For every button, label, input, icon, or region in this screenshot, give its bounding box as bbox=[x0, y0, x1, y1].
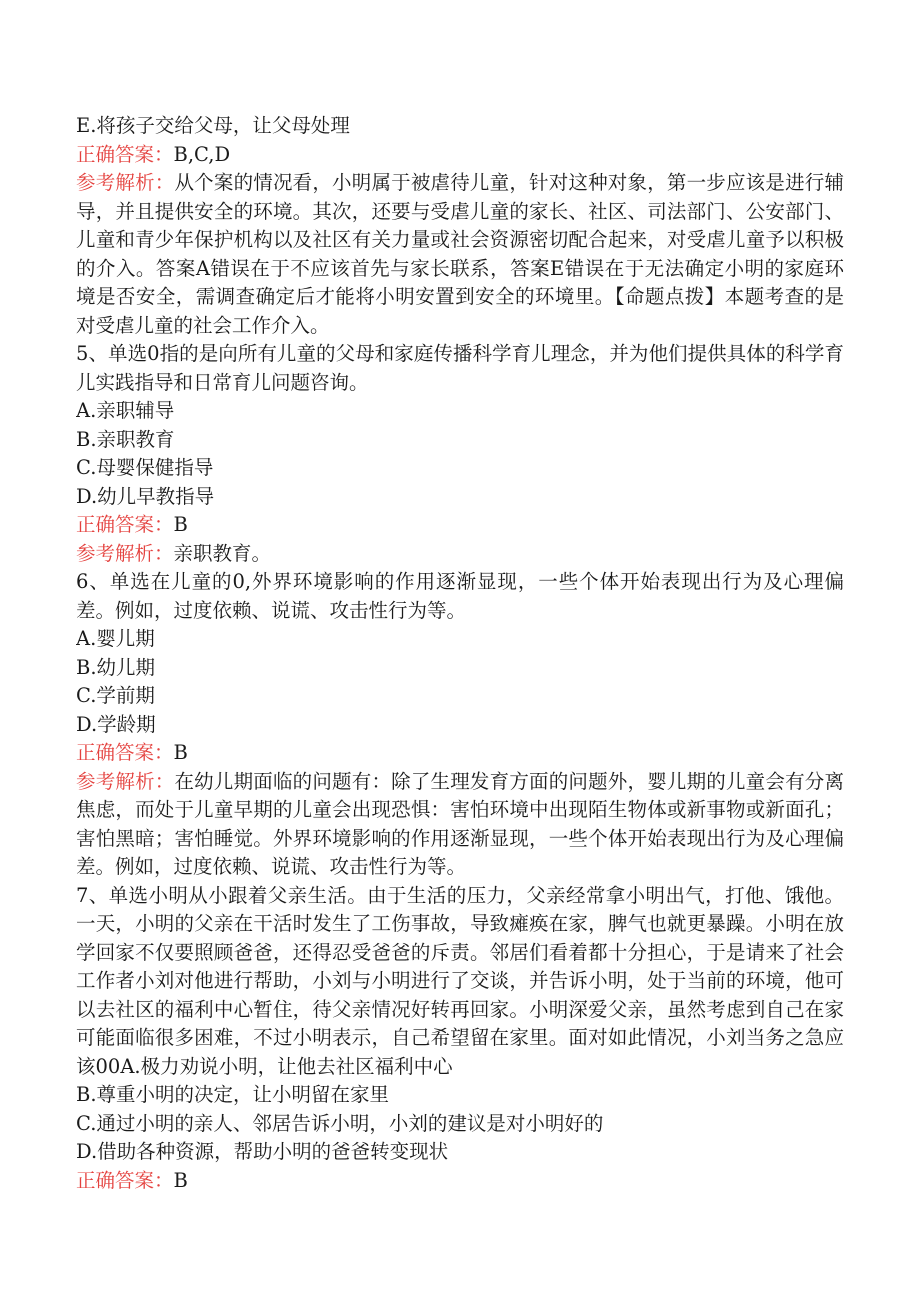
answer-value: B bbox=[173, 1168, 188, 1192]
answer-label: 正确答案： bbox=[76, 1168, 174, 1192]
answer-value: B bbox=[173, 741, 188, 764]
option-c: C.通过小明的亲人、邻居告诉小明，小刘的建议是对小明好的 bbox=[76, 1111, 604, 1135]
analysis-label: 参考解析： bbox=[76, 171, 175, 194]
answer-line-q4 bbox=[76, 141, 844, 170]
option-d: D.学龄期 bbox=[76, 712, 156, 736]
document-page bbox=[76, 112, 844, 1195]
answer-line-q7 bbox=[76, 1167, 844, 1196]
question-stem-5: 5、单选0指的是向所有儿童的父母和家庭传播科学育儿理念，并为他们提供具体的科学育儿实践指导和日常育儿问题咨询。 bbox=[76, 342, 844, 394]
option-d: D.借助各种资源，帮助小明的爸爸转变现状 bbox=[76, 1140, 449, 1163]
analysis-label: 参考解析： bbox=[76, 769, 175, 793]
question-stem-7: 7、单选小明从小跟着父亲生活。由于生活的压力，父亲经常拿小明出气，打他、饿他。一天，小明的父亲在干活时发生了工伤事故，导致瘫痪在家，脾气也就更暴躁。小明在放学回家不仅要照顾爸爸，还得忍受爸爸的斥责。邻居们看着都十分担心，于是请来了社会工作者小刘对他进行帮助，小刘与小明进行了交谈，并告诉小明，处于当前的环境，他可以去社区的福利中心暂住，待父亲情况好转再回家。小明深爱父亲，虽然考虑到自己在家可能面临很多困难，不过小明表示，自己希望留在家里。面对如此情况，小刘当务之急应该00A.极力劝说小明，让他去社区福利中心 bbox=[76, 883, 844, 1078]
analysis-text: 从个案的情况看，小明属于被虐待儿童，针对这种对象，第一步应该是进行辅导，并且提供安全的环境。其次，还要与受虐儿童的家长、社区、司法部门、公安部门、儿童和青少年保护机构以及社区有关力量或社会资源密切配合起来，对受虐儿童予以积极的介入。答案A错误在于不应该首先与家长联系，答案E错误在于无法确定小明的家庭环境是否安全，需调查确定后才能将小明安置到安全的环境里。【命题点拨】本题考查的是对受虐儿童的社会工作介入。 bbox=[76, 171, 844, 337]
option-b: B.尊重小明的决定，让小明留在家里 bbox=[76, 1083, 390, 1106]
option-a: A.亲职辅导 bbox=[76, 399, 175, 422]
answer-value: B bbox=[173, 513, 188, 536]
option-a: A.婴儿期 bbox=[76, 627, 155, 650]
answer-label: 正确答案： bbox=[76, 513, 174, 536]
answer-label: 正确答案： bbox=[76, 741, 174, 764]
analysis-q4 bbox=[76, 169, 844, 340]
answer-line-q5 bbox=[76, 511, 844, 540]
option-c: C.母婴保健指导 bbox=[76, 456, 214, 479]
option-b: B.亲职教育 bbox=[76, 427, 175, 451]
analysis-q6 bbox=[76, 768, 844, 882]
question-stem-6: 6、单选在儿童的0,外界环境影响的作用逐渐显现，一些个体开始表现出行为及心理偏差。例如，过度依赖、说谎、攻击性行为等。 bbox=[76, 570, 844, 622]
analysis-label: 参考解析： bbox=[76, 541, 174, 565]
answer-label: 正确答案： bbox=[76, 142, 174, 166]
option-d: D.幼儿早教指导 bbox=[76, 484, 215, 508]
analysis-text: 在幼儿期面临的问题有：除了生理发育方面的问题外，婴儿期的儿童会有分离焦虑，而处于儿童早期的儿童会出现恐惧：害怕环境中出现陌生物体或新事物或新面孔；害怕黑暗；害怕睡觉。外界环境影响的作用逐渐显现，一些个体开始表现出行为及心理偏差。例如，过度依赖、说谎、攻击性行为等。 bbox=[76, 769, 844, 878]
answer-value: B,C,D bbox=[173, 142, 231, 166]
analysis-text: 亲职教育。 bbox=[173, 541, 272, 565]
option-e: E.将孩子交给父母，让父母处理 bbox=[76, 114, 350, 137]
analysis-q5 bbox=[76, 540, 844, 569]
answer-line-q6 bbox=[76, 739, 844, 768]
option-b: B.幼儿期 bbox=[76, 655, 156, 679]
option-c: C.学前期 bbox=[76, 684, 155, 707]
